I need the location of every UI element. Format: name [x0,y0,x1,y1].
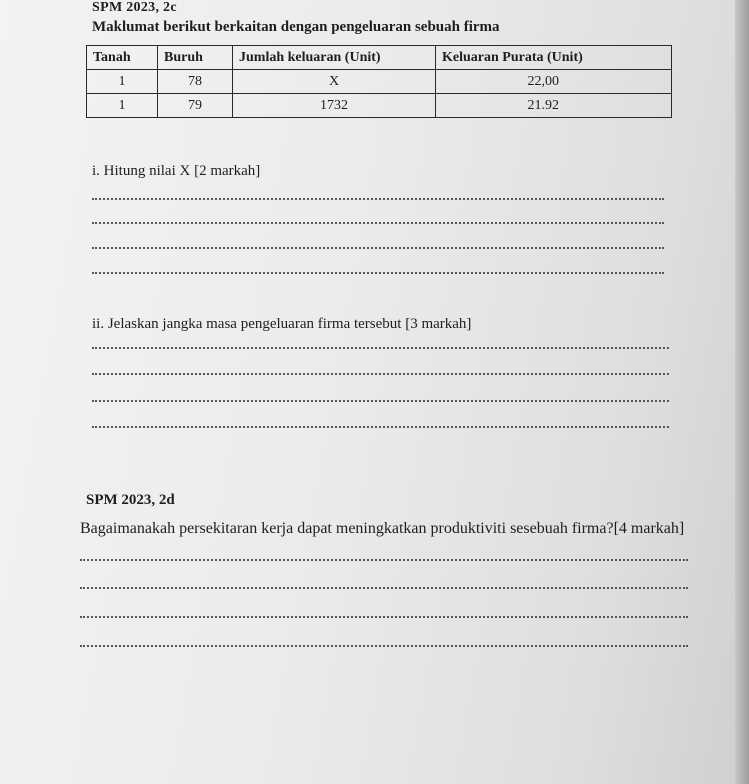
answer-line [92,272,664,274]
question-1: i. Hitung nilai X [2 markah] [92,163,261,179]
section-heading-2c: SPM 2023, 2c [92,0,177,15]
answer-line [80,559,688,561]
cell-buruh: 79 [158,94,233,118]
question-2: ii. Jelaskan jangka masa pengeluaran firma tersebut [3 markah] [92,316,472,332]
cell-keluaran-purata: 22,00 [436,70,672,94]
header-tanah: Tanah [87,46,158,70]
cell-tanah: 1 [87,94,158,118]
answer-line [80,587,688,589]
answer-line [80,645,688,647]
question-3: Bagaimanakah persekitaran kerja dapat meningkatkan produktiviti sesebuah firma?[4 markah] [80,520,685,537]
production-table [86,45,672,118]
table-row [87,94,672,118]
header-jumlah-keluaran: Jumlah keluaran (Unit) [233,46,436,70]
answer-line [92,347,669,349]
section-heading-2d: SPM 2023, 2d [86,492,175,508]
cell-jumlah-keluaran: 1732 [233,94,436,118]
answer-line [80,616,688,618]
intro-text: Maklumat berikut berkaitan dengan pengeluaran sebuah firma [92,19,500,35]
answer-line [92,400,669,402]
cell-buruh: 78 [158,70,233,94]
answer-line [92,426,669,428]
table-header-row [87,46,672,70]
cell-jumlah-keluaran: X [233,70,436,94]
table-row [87,70,672,94]
header-buruh: Buruh [158,46,233,70]
header-keluaran-purata: Keluaran Purata (Unit) [436,46,672,70]
cell-keluaran-purata: 21.92 [436,94,672,118]
page-edge-shadow [735,0,749,784]
answer-line [92,373,669,375]
answer-line [92,247,664,249]
answer-line [92,198,664,200]
answer-line [92,222,664,224]
cell-tanah: 1 [87,70,158,94]
